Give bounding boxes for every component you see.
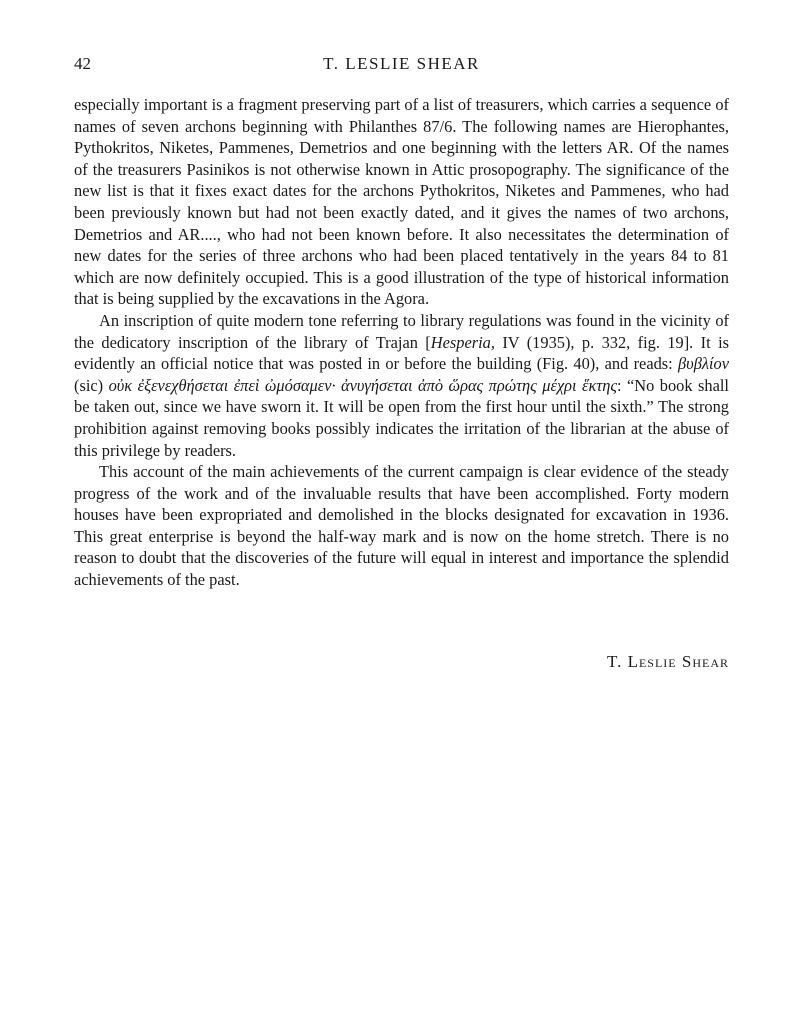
document-page	[74, 54, 729, 671]
running-title: T. LESLIE SHEAR	[323, 54, 480, 73]
running-head	[74, 54, 729, 80]
greek-inscription: οὐκ ἐξενεχθήσεται ἐπεὶ ὠμόσαμεν· ἀνυγήσεται ἀπὸ ὥρας πρώτης μέχρι ἕκτης	[108, 375, 618, 395]
paragraph-conclusion: This account of the main achievements of the current campaign is clear evidence of the steady progress of the work and of the invaluable results that have been accomplished. Forty modern houses have been expropriated and demolished in the blocks designated for excavation in 1936. This great enterprise is beyond the half-way mark and is now on the home stretch. There is no reason to doubt that the discoveries of the future will equal in interest and importance the splendid achievements of the past.	[74, 462, 729, 590]
paragraph-text: IV (1935), p. 332, fig. 19]. It is evidently an official notice that was posted in or before the building (Fig. 40), and reads:	[74, 332, 729, 374]
paragraph-text: : “No book shall be taken out, since we have sworn it. It will be open from the first hour until the sixth.” The strong prohibition against removing books possibly indicates the irritation of the librarian at the abuse of this privilege by readers.	[74, 375, 729, 460]
paragraph-text: An inscription of quite modern tone referring to library regulations was found in the vicinity of the dedicatory inscription of the library of Trajan [	[74, 310, 729, 352]
greek-word: βυβλίον	[678, 354, 729, 374]
paragraph-treasurers: especially important is a fragment preserving part of a list of treasurers, which carries a sequence of names of seven archons beginning with Philanthes 87/6. The following names are Hierophantes, Pythokritos, Niketes, Pammenes, Demetrios and one beginning with the letters AR. Of the names of the treasurers Pasinikos is not otherwise known in Attic prosopography. The significance of the new list is that it fixes exact dates for the archons Pythokritos, Niketes and Pammenes, who had been previously known but had not been exactly dated, and it gives the names of two archons, Demetrios and AR...., who had not been known before. It also necessitates the determination of new dates for the series of three archons who had been placed tentatively in the years 84 to 81 which are now definitely occupied. This is a good illustration of the type of historical information that is being supplied by the excavations in the Agora.	[74, 95, 729, 309]
body-text	[74, 94, 729, 591]
page-number: 42	[74, 54, 91, 73]
author-signature: T. Leslie Shear	[606, 652, 729, 671]
sic-note: (sic)	[74, 375, 109, 395]
paragraph-library-inscription	[74, 310, 729, 461]
journal-title: Hesperia,	[430, 332, 495, 352]
